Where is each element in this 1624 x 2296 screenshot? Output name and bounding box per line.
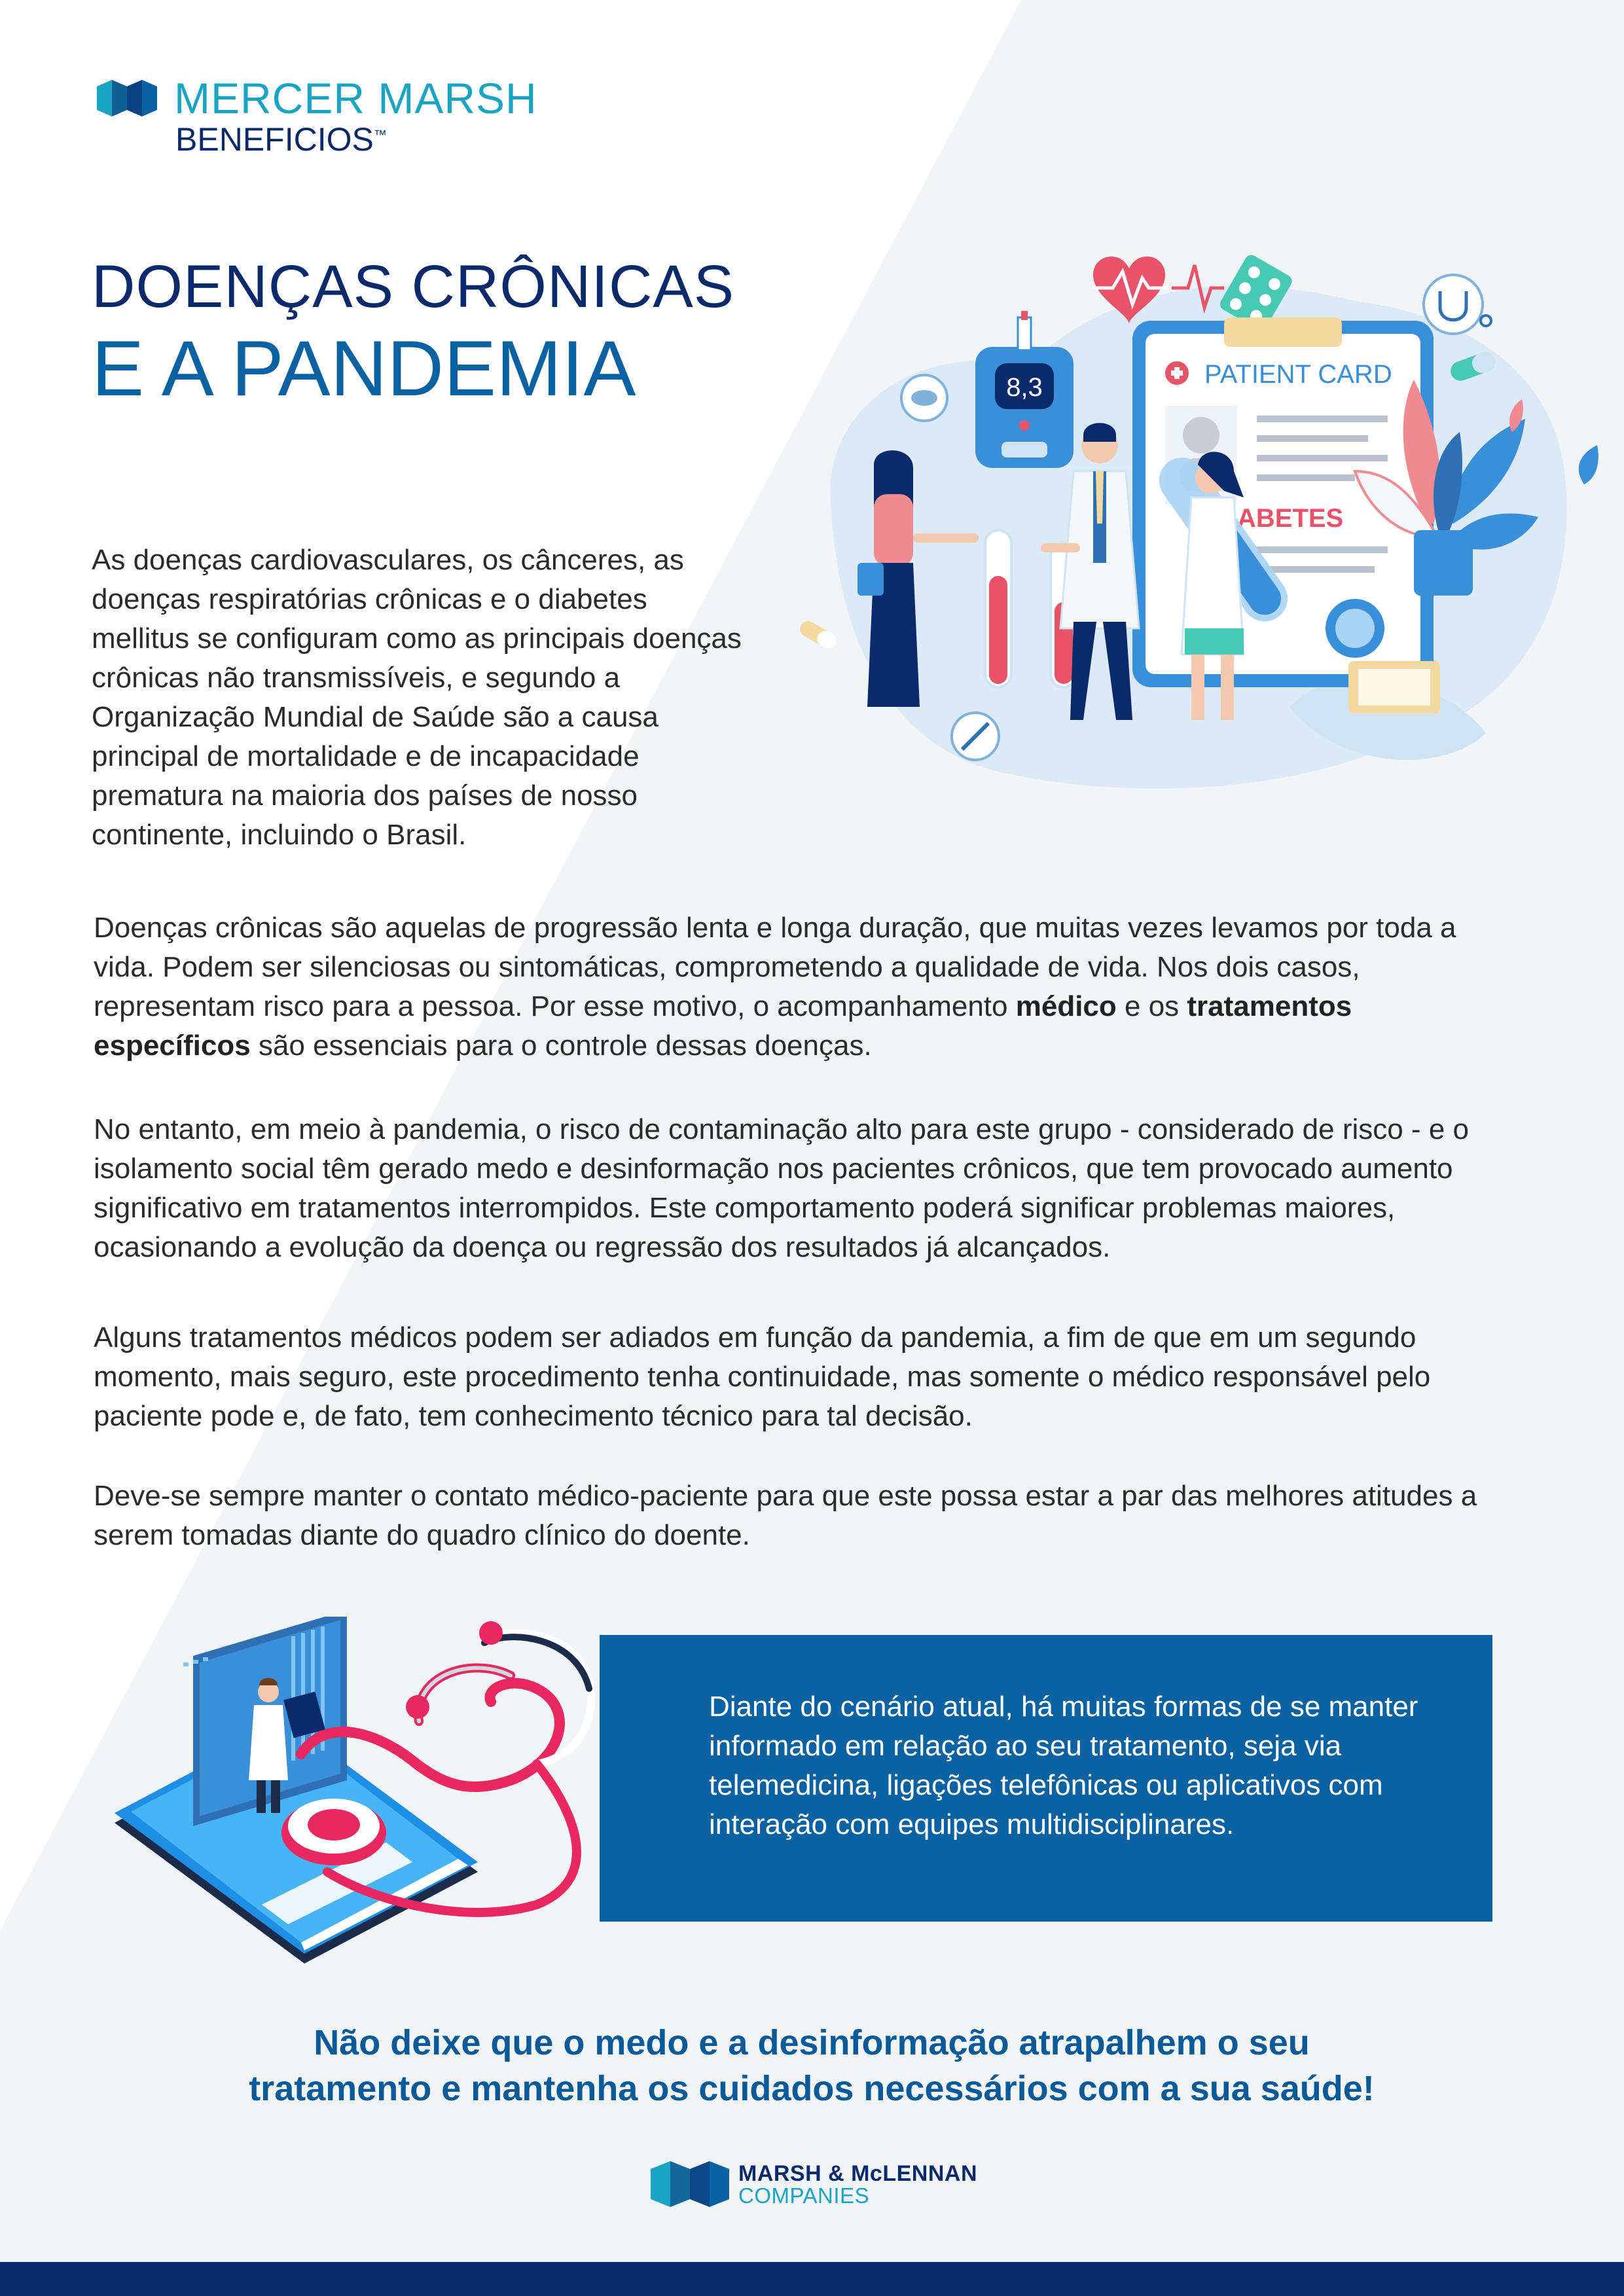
mercer-marsh-logo	[97, 80, 157, 120]
medical-team-illustration	[753, 236, 1604, 812]
marsh-mclennan-logo	[651, 2161, 729, 2210]
paragraph-pandemic-risk: No entanto, em meio à pandemia, o risco de contaminação alto para este grupo - considerado de risco - e o isolamento social têm gerado medo e desinformação nos pacientes crônicos, que tem provocado aumento significativo em tratamentos interrompidos. Este comportamento poderá significar problemas maiores, ocasionando a evolução da doença ou regressão dos resultados já alcançados.	[94, 1113, 1469, 1263]
pill-badge-icon	[901, 375, 947, 421]
syringe-badge-icon	[952, 713, 999, 760]
footer-logo-line1: MARSH & McLENNAN	[738, 2161, 977, 2186]
cta-line1: Não deixe que o medo e a desinformação atrapalhem o seu	[314, 2023, 1310, 2062]
cta-line2: tratamento e mantenha os cuidados necessários com a sua saúde!	[249, 2069, 1375, 2108]
paragraph-chronic-diseases: Doenças crônicas são aquelas de progressão lenta e longa duração, que muitas vezes levamos por toda a vida. Podem ser silenciosas ou sintomáticas, comprometendo a qualidade de vida. Nos dois casos, representam risco para a pessoa. Por esse motivo, o acompanhamento médico e os tratamentos específicos são essenciais para o controle dessas doenças.	[94, 912, 1456, 1062]
brand-line1: MERCER MARSH	[174, 74, 537, 122]
info-box-text: Diante do cenário atual, há muitas formas de se manter informado em relação ao seu tratamento, seja via telemedicina, ligações telefônicas ou aplicativos com interação com equipes multidisciplinares.	[709, 1691, 1418, 1840]
leaf-decoration	[1579, 445, 1598, 484]
title-line1: DOENÇAS CRÔNICAS	[92, 253, 735, 320]
glucometer-icon	[975, 311, 1074, 468]
paragraph-doctor-contact: Deve-se sempre manter o contato médico-paciente para que este possa estar a par das melhores atitudes a serem tomadas diante do quadro clínico do doente.	[94, 1480, 1477, 1551]
call-to-action	[79, 2020, 1545, 2111]
paragraph-postponed-treatments: Alguns tratamentos médicos podem ser adiados em função da pandemia, a fim de que em um segundo momento, mais seguro, este procedimento tenha continuidade, mas somente o médico responsável pelo paciente pode e, de fato, tem conhecimento técnico para tal decisão.	[94, 1321, 1431, 1432]
patient-card-title: PATIENT CARD	[1204, 360, 1392, 389]
title-line2: E A PANDEMIA	[92, 325, 636, 412]
pill-icon	[797, 619, 839, 652]
intro-paragraph: As doenças cardiovasculares, os cânceres, as doenças respiratórias crônicas e o diabetes mellitus se configuram como as principais doenças crônicas não transmissíveis, e segundo a Organização Mundial de Saúde são a causa principal de mortalidade e de incapacidade prematura na maioria dos países de nosso continente, incluindo o Brasil.	[92, 544, 742, 851]
stethoscope-badge-icon	[1424, 275, 1491, 334]
mercer-marsh-logo-icon	[97, 80, 157, 117]
telemedicine-illustration	[105, 1617, 648, 1983]
footer-logo-line2: COMPANIES	[738, 2183, 870, 2208]
footer-bar	[0, 2262, 1624, 2296]
glucometer-reading: 8,3	[1006, 373, 1043, 402]
marsh-mclennan-logo-icon	[651, 2161, 729, 2207]
medicine-box	[1348, 661, 1440, 713]
bold-tratamentos: tratamentos específicos	[94, 990, 1352, 1062]
bold-medico: médico	[1015, 990, 1117, 1022]
brand-line2: BENEFICIOS™	[175, 121, 387, 158]
patient-card-label: ABETES	[1237, 504, 1344, 533]
